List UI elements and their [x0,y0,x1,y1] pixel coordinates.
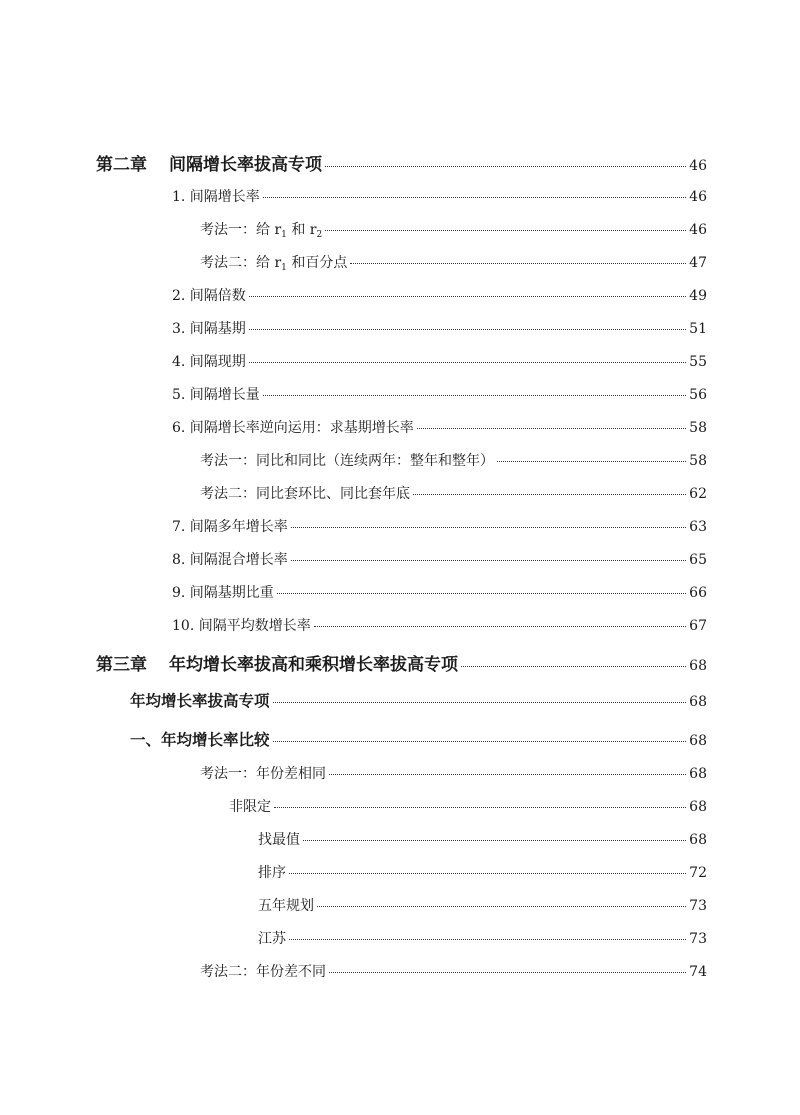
dot-leader [325,230,686,231]
page-number: 68 [689,766,707,782]
toc-entry[interactable] [172,318,707,338]
toc-entry[interactable] [172,516,707,536]
dot-leader [274,807,686,808]
page-number: 68 [689,799,707,815]
dot-leader [263,395,686,396]
dot-leader [497,461,686,462]
toc-entry[interactable] [172,615,707,635]
dot-leader [325,166,686,167]
entry-label: 找最值 [258,832,300,848]
toc-entry-chapter-2[interactable] [96,150,707,175]
dot-leader [273,741,687,742]
entry-label: 考法二：给 $r_1$ 和百分点 [200,255,348,273]
entry-label: 考法一：同比和同比（连续两年：整年和整年） [200,453,494,469]
dot-leader [273,702,687,703]
chapter-title: 年均增长率拔高和乘积增长率拔高专项 [169,655,458,675]
dot-leader [289,873,686,874]
dot-leader [329,774,686,775]
toc-entry[interactable] [172,549,707,569]
entry-label: 10. 间隔平均数增长率 [172,618,311,634]
dot-leader [249,362,686,363]
dot-leader [329,972,686,973]
entry-label: 年均增长率拔高专项 [130,691,270,710]
page-number: 62 [689,486,707,502]
page-number: 46 [689,158,707,174]
dot-leader [314,626,686,627]
toc-entry[interactable] [172,351,707,371]
toc-entry[interactable] [200,961,707,981]
entry-label: 五年规划 [258,898,314,914]
page-number: 68 [689,694,707,710]
dot-leader [291,560,686,561]
toc-entry[interactable] [130,728,707,750]
entry-label: 2. 间隔倍数 [172,288,246,304]
toc-entry[interactable] [172,582,707,602]
entry-label: 5. 间隔增长量 [172,387,260,403]
dot-leader [277,593,686,594]
toc-entry[interactable] [130,689,707,711]
entry-label: 7. 间隔多年增长率 [172,519,288,535]
entry-label: 考法二：同比套环比、同比套年底 [200,486,410,502]
toc-entry[interactable] [172,285,707,305]
page-number: 65 [689,552,707,568]
toc-entry-chapter-3[interactable] [96,650,707,675]
entry-label: 4. 间隔现期 [172,354,246,370]
toc-entry[interactable] [258,862,707,882]
toc-entry[interactable] [172,186,707,206]
page-number: 46 [689,222,707,238]
entry-label: 8. 间隔混合增长率 [172,552,288,568]
page-number: 56 [689,387,707,403]
page-number: 49 [689,288,707,304]
toc-entry[interactable] [229,796,707,816]
page-number: 66 [689,585,707,601]
entry-label: 9. 间隔基期比重 [172,585,274,601]
page-number: 68 [689,658,707,674]
page-number: 47 [689,255,707,271]
page-number: 68 [689,832,707,848]
dot-leader [417,428,686,429]
toc-entry[interactable] [200,763,707,783]
entry-label: 3. 间隔基期 [172,321,246,337]
entry-label: 江苏 [258,931,286,947]
page-number: 58 [689,420,707,436]
page-number: 67 [689,618,707,634]
entry-label: 排序 [258,865,286,881]
page-number: 55 [689,354,707,370]
entry-label: 考法一：年份差相同 [200,766,326,782]
entry-label: 考法二：年份差不同 [200,964,326,980]
page-number: 73 [689,931,707,947]
toc-entry[interactable] [200,252,707,273]
page-number: 51 [689,321,707,337]
toc-entry[interactable] [172,384,707,404]
chapter-number: 第三章 [96,655,147,675]
dot-leader [263,197,686,198]
entry-label: 1. 间隔增长率 [172,189,260,205]
entry-label: 考法一：给 $r_1$ 和 $r_2$ [200,222,323,240]
dot-leader [413,494,686,495]
entry-label: 非限定 [229,799,271,815]
page-number: 58 [689,453,707,469]
chapter-title: 间隔增长率拔高专项 [169,155,322,175]
page-number: 74 [689,964,707,980]
dot-leader [317,906,686,907]
page-number: 73 [689,898,707,914]
dot-leader [303,840,686,841]
dot-leader [249,296,686,297]
dot-leader [291,527,686,528]
page-number: 46 [689,189,707,205]
toc-entry[interactable] [172,417,707,437]
dot-leader [461,666,686,667]
toc-entry[interactable] [258,829,707,849]
dot-leader [249,329,686,330]
toc-entry[interactable] [258,928,707,948]
toc-entry[interactable] [200,219,707,240]
dot-leader [350,263,686,264]
page-number: 72 [689,865,707,881]
entry-label: 6. 间隔增长率逆向运用：求基期增长率 [172,420,414,436]
toc-entry[interactable] [258,895,707,915]
toc-entry[interactable] [200,450,707,470]
page-number: 63 [689,519,707,535]
entry-label: 一、年均增长率比较 [130,730,270,749]
dot-leader [289,939,686,940]
page-number: 68 [689,733,707,749]
toc-entry[interactable] [200,483,707,503]
chapter-number: 第二章 [96,155,147,175]
